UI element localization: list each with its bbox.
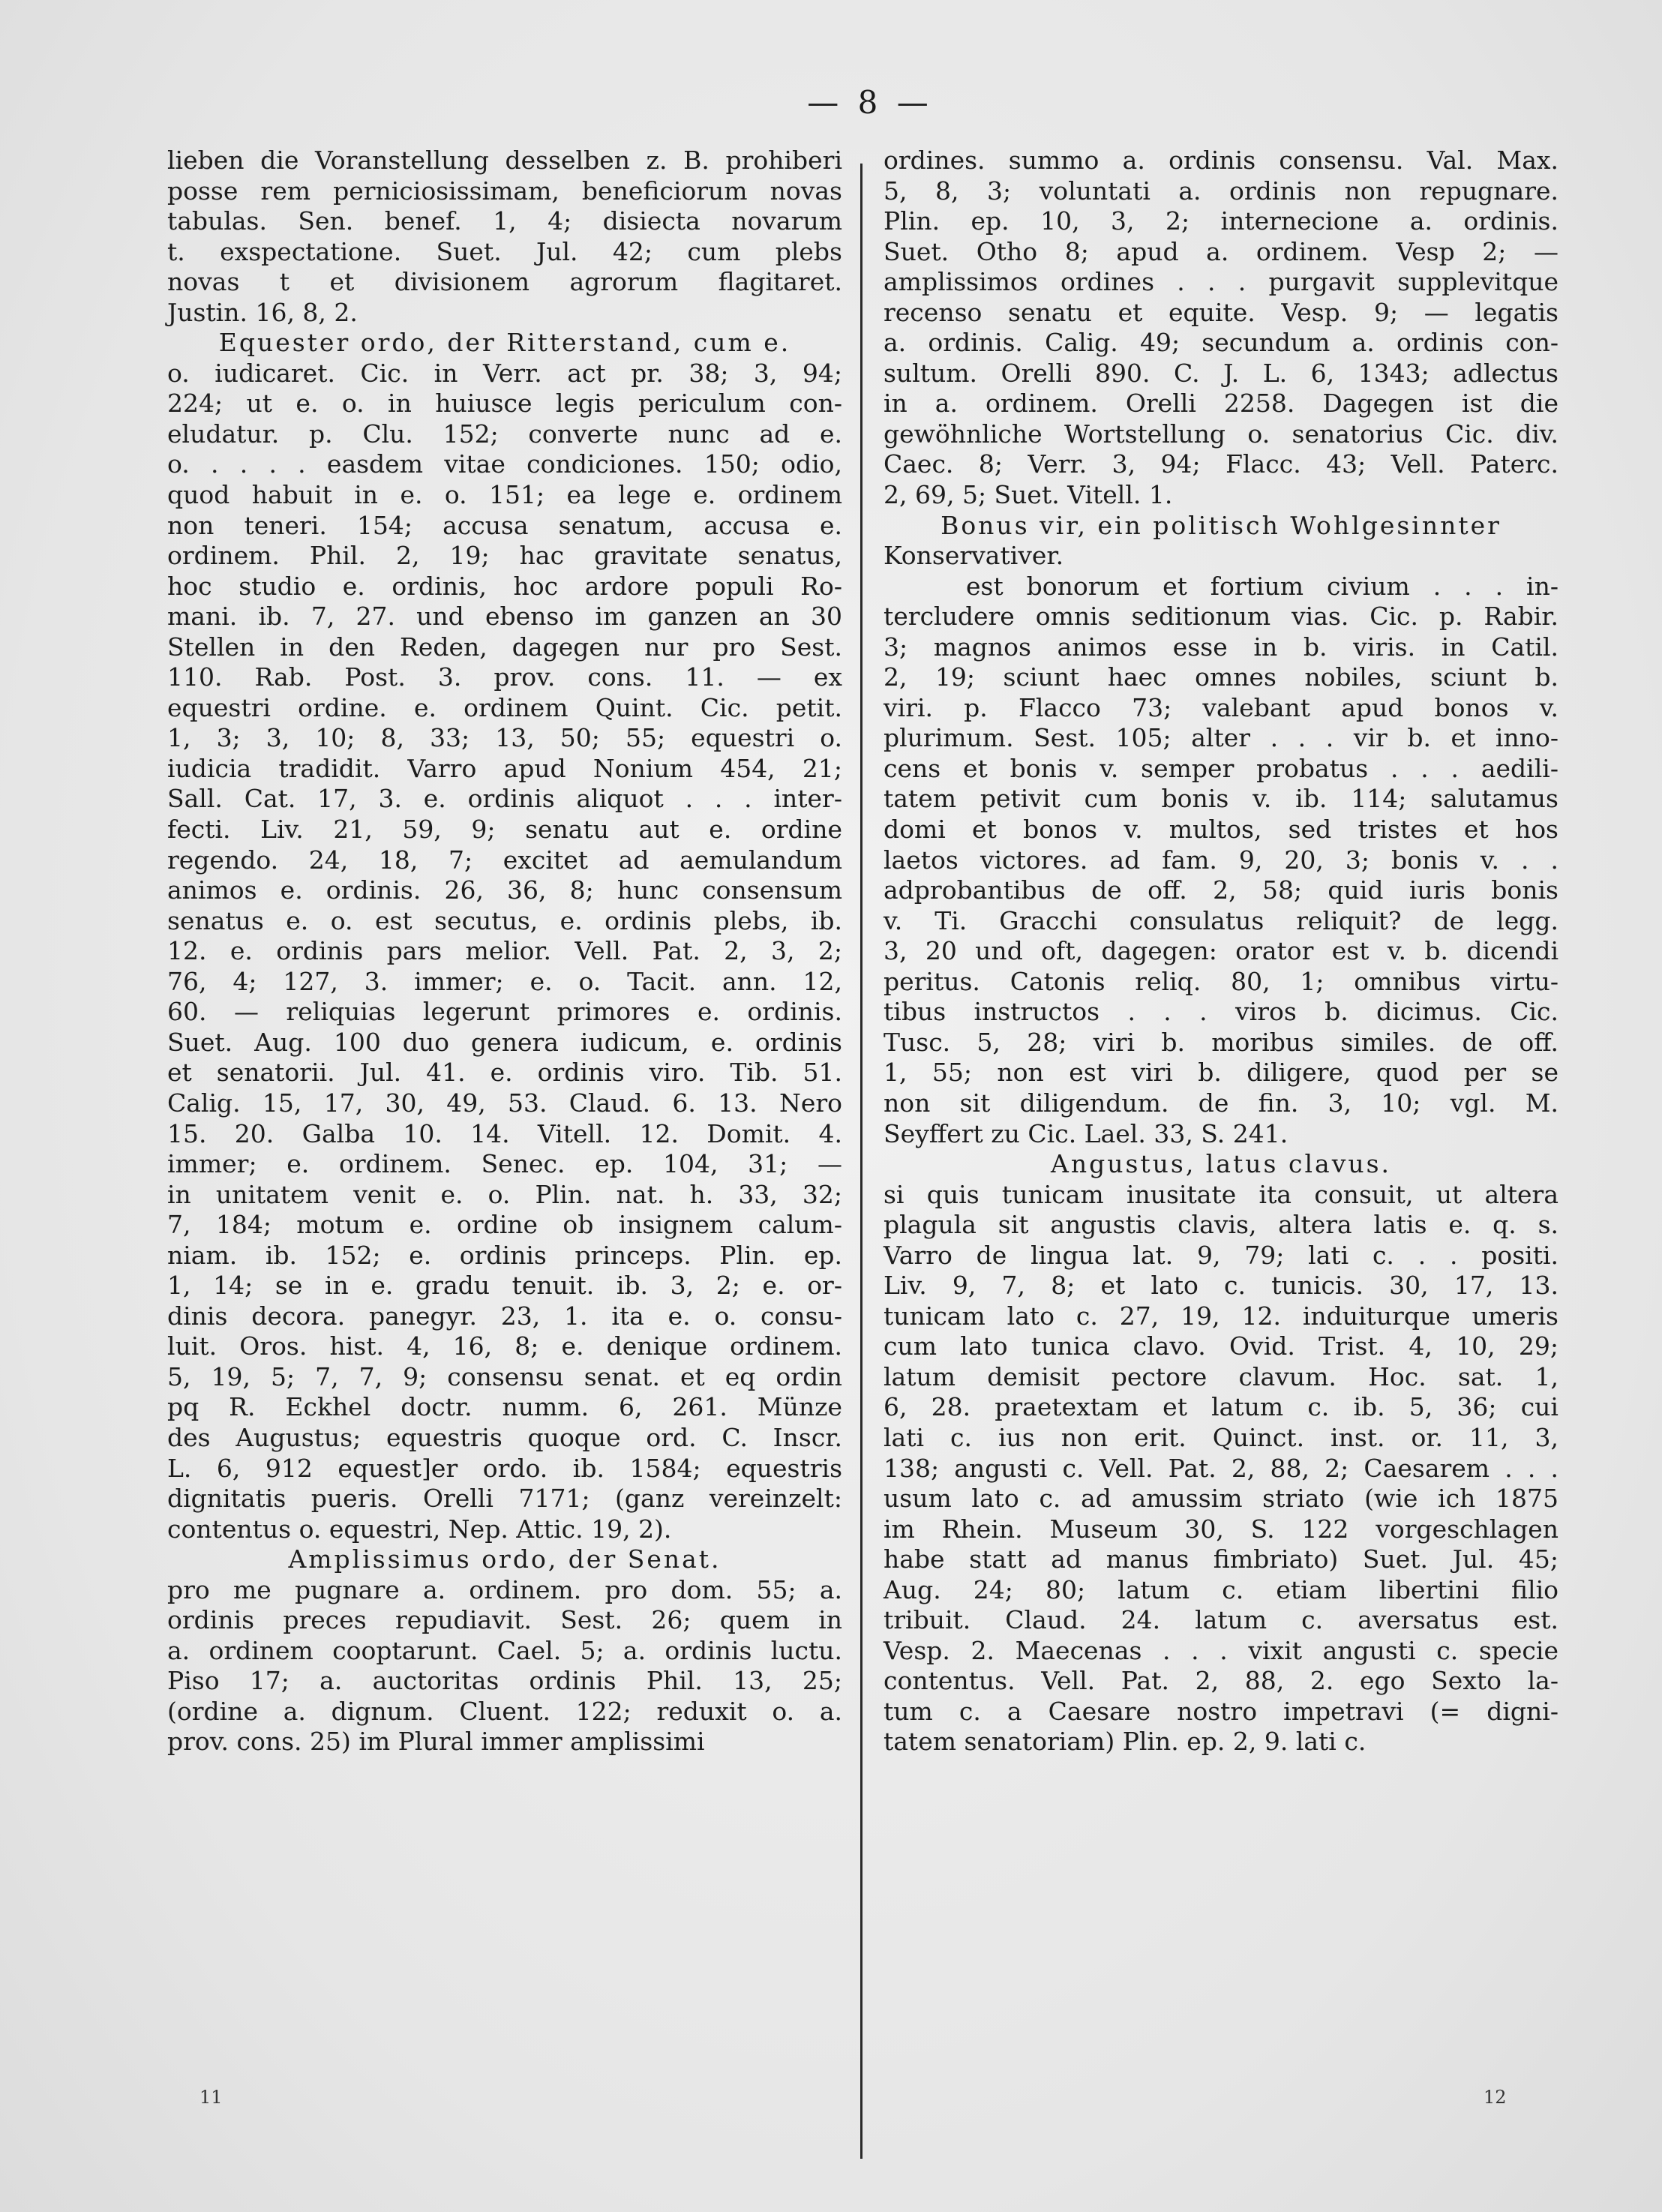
text-line: tibus instructos . . . viros b. dicimus. Cic. — [884, 997, 1558, 1027]
text-line: dignitatis pueris. Orelli 7171; (ganz vereinzelt: — [167, 1484, 842, 1514]
text-line: cum lato tunica clavo. Ovid. Trist. 4, 10, 29; — [884, 1331, 1558, 1361]
text-line: L. 6, 912 equest]er ordo. ib. 1584; equestris — [167, 1453, 842, 1483]
text-line: o. . . . . easdem vitae condiciones. 150; odio, — [167, 449, 842, 479]
text-line: quod habuit in e. o. 151; ea lege e. ordinem — [167, 480, 842, 510]
text-line: tribuit. Claud. 24. latum c. aversatus est. — [884, 1605, 1558, 1635]
text-line: equestri ordine. e. ordinem Quint. Cic. petit. — [167, 692, 842, 722]
text-line: lieben die Voranstellung desselben z. B. prohiberi — [167, 146, 842, 175]
text-line: 6, 28. praetextam et latum c. ib. 5, 36; cui — [884, 1392, 1558, 1422]
text-line: 1, 3; 3, 10; 8, 33; 13, 50; 55; equestri o. — [167, 723, 842, 753]
text-line: Calig. 15, 17, 30, 49, 53. Claud. 6. 13. Nero — [167, 1088, 842, 1118]
text-line: eludatur. p. Clu. 152; converte nunc ad e. — [167, 419, 842, 449]
text-line: tunicam lato c. 27, 19, 12. induiturque umeris — [884, 1301, 1558, 1331]
text-line: 7, 184; motum e. ordine ob insignem calum- — [167, 1210, 842, 1240]
text-line: usum lato c. ad amussim striato (wie ich 1875 — [884, 1484, 1558, 1514]
text-line: sultum. Orelli 890. C. J. L. 6, 1343; adlectus — [884, 358, 1558, 388]
text-line: 1, 14; se in e. gradu tenuit. ib. 3, 2; e. or- — [167, 1271, 842, 1301]
text-line: novas t et divisionem agrorum flagitaret. — [167, 267, 842, 297]
text-line: tatem petivit cum bonis v. ib. 114; salutamus — [884, 784, 1558, 814]
text-line: prov. cons. 25) im Plural immer amplissimi — [167, 1727, 705, 1757]
text-line: in unitatem venit e. o. Plin. nat. h. 33, 32; — [167, 1179, 842, 1209]
text-line: tabulas. Sen. benef. 1, 4; disiecta novarum — [167, 206, 842, 236]
text-line: Seyffert zu Cic. Lael. 33, S. 241. — [884, 1118, 1288, 1148]
text-line: 224; ut e. o. in huiusce legis periculum con- — [167, 389, 842, 419]
text-line: amplissimos ordines . . . purgavit supplevitque — [884, 267, 1558, 297]
text-line: Bonus vir, ein politisch Wohlgesinnter — [940, 510, 1502, 540]
text-line: 138; angusti c. Vell. Pat. 2, 88, 2; Caesarem . . . — [884, 1453, 1558, 1483]
text-line: animos e. ordinis. 26, 36, 8; hunc consensum — [167, 875, 842, 905]
text-line: habe statt ad manus fimbriato) Suet. Jul. 45; — [884, 1544, 1558, 1574]
text-line: tum c. a Caesare nostro impetravi (= digni- — [884, 1696, 1558, 1726]
page-number: — 8 — — [807, 84, 933, 121]
text-line: 3; magnos animos esse in b. viris. in Catil. — [884, 632, 1558, 662]
text-line: plurimum. Sest. 105; alter . . . vir b. et inno- — [884, 723, 1558, 753]
text-line: et senatorii. Jul. 41. e. ordinis viro. Tib. 51. — [167, 1058, 842, 1088]
text-line: 110. Rab. Post. 3. prov. cons. 11. — ex — [167, 662, 842, 692]
text-line: 5, 8, 3; voluntati a. ordinis non repugnare. — [884, 176, 1558, 206]
text-line: ordinem. Phil. 2, 19; hac gravitate senatus, — [167, 541, 842, 571]
signature-mark-left: 11 — [200, 2087, 223, 2108]
text-line: ordines. summo a. ordinis consensu. Val. Max. — [884, 146, 1558, 175]
text-line: immer; e. ordinem. Senec. ep. 104, 31; — — [167, 1149, 842, 1179]
text-line: 2, 69, 5; Suet. Vitell. 1. — [884, 480, 1173, 510]
text-line: recenso senatu et equite. Vesp. 9; — legatis — [884, 297, 1558, 327]
text-line: Suet. Otho 8; apud a. ordinem. Vesp 2; — — [884, 236, 1558, 266]
text-line: 1, 55; non est viri b. diligere, quod per se — [884, 1058, 1558, 1088]
text-line: lati c. ius non erit. Quinct. inst. or. 11, 3, — [884, 1422, 1558, 1452]
text-line: Piso 17; a. auctoritas ordinis Phil. 13, 25; — [167, 1666, 842, 1696]
text-line: senatus e. o. est secutus, e. ordinis plebs, ib. — [167, 905, 842, 935]
text-line: non sit diligendum. de fin. 3, 10; vgl. M. — [884, 1088, 1558, 1118]
text-line: est bonorum et fortium civium . . . in- — [966, 571, 1558, 601]
text-line: Plin. ep. 10, 3, 2; internecione a. ordinis. — [884, 206, 1558, 236]
text-line: Varro de lingua lat. 9, 79; lati c. . . positi. — [884, 1240, 1558, 1270]
text-line: Aug. 24; 80; latum c. etiam libertini filio — [884, 1574, 1558, 1604]
text-line: pq R. Eckhel doctr. numm. 6, 261. Münze — [167, 1392, 842, 1422]
text-line: im Rhein. Museum 30, S. 122 vorgeschlagen — [884, 1514, 1558, 1544]
text-line: Caec. 8; Verr. 3, 94; Flacc. 43; Vell. Paterc. — [884, 449, 1558, 479]
right-column — [884, 146, 1558, 1757]
text-line: 12. e. ordinis pars melior. Vell. Pat. 2, 3, 2; — [167, 936, 842, 966]
text-line: Stellen in den Reden, dagegen nur pro Sest. — [167, 632, 842, 662]
text-line: viri. p. Flacco 73; valebant apud bonos v. — [884, 692, 1558, 722]
text-line: plagula sit angustis clavis, altera latis e. q. s. — [884, 1210, 1558, 1240]
text-line: tercludere omnis seditionum vias. Cic. p. Rabir. — [884, 602, 1558, 632]
text-line: Angustus, latus clavus. — [1050, 1149, 1392, 1179]
text-line: tatem senatoriam) Plin. ep. 2, 9. lati c. — [884, 1727, 1366, 1757]
text-line: ordinis preces repudiavit. Sest. 26; quem in — [167, 1605, 842, 1635]
text-line: contentus o. equestri, Nep. Attic. 19, 2). — [167, 1514, 672, 1544]
text-line: 3, 20 und oft, dagegen: orator est v. b. dicendi — [884, 936, 1558, 966]
text-line: in a. ordinem. Orelli 2258. Dagegen ist die — [884, 389, 1558, 419]
text-line: pro me pugnare a. ordinem. pro dom. 55; a. — [167, 1574, 842, 1604]
signature-mark-right: 12 — [1484, 2087, 1507, 2108]
text-line: regendo. 24, 18, 7; excitet ad aemulandum — [167, 845, 842, 875]
text-line: 60. — reliquias legerunt primores e. ordinis. — [167, 997, 842, 1027]
text-line: iudicia tradidit. Varro apud Nonium 454, 21; — [167, 753, 842, 783]
column-divider — [860, 164, 862, 2159]
text-line: fecti. Liv. 21, 59, 9; senatu aut e. ordine — [167, 815, 842, 845]
text-line: des Augustus; equestris quoque ord. C. Inscr. — [167, 1422, 842, 1452]
text-line: Equester ordo, der Ritterstand, cum e. — [218, 328, 791, 358]
text-line: dinis decora. panegyr. 23, 1. ita e. o. consu- — [167, 1301, 842, 1331]
left-column — [167, 146, 842, 1757]
text-line: Sall. Cat. 17, 3. e. ordinis aliquot . . . inter- — [167, 784, 842, 814]
text-line: Amplissimus ordo, der Senat. — [288, 1544, 722, 1574]
text-line: hoc studio e. ordinis, hoc ardore populi Ro- — [167, 571, 842, 601]
text-line: Vesp. 2. Maecenas . . . vixit angusti c. specie — [884, 1635, 1558, 1665]
text-line: laetos victores. ad fam. 9, 20, 3; bonis v. . . — [884, 845, 1558, 875]
text-line: o. iudicaret. Cic. in Verr. act pr. 38; 3, 94; — [167, 358, 842, 388]
text-line: Justin. 16, 8, 2. — [167, 297, 358, 327]
text-line: 5, 19, 5; 7, 7, 9; consensu senat. et eq ordin — [167, 1361, 842, 1391]
text-line: 15. 20. Galba 10. 14. Vitell. 12. Domit. 4. — [167, 1118, 842, 1148]
text-line: luit. Oros. hist. 4, 16, 8; e. denique ordinem. — [167, 1331, 842, 1361]
text-line: Konservativer. — [884, 541, 1064, 571]
text-line: v. Ti. Gracchi consulatus reliquit? de legg. — [884, 905, 1558, 935]
text-line: gewöhnliche Wortstellung o. senatorius Cic. div. — [884, 419, 1558, 449]
text-line: t. exspectatione. Suet. Jul. 42; cum plebs — [167, 236, 842, 266]
text-line: cens et bonis v. semper probatus . . . aedili- — [884, 753, 1558, 783]
text-line: peritus. Catonis reliq. 80, 1; omnibus virtu- — [884, 966, 1558, 996]
text-line: a. ordinem cooptarunt. Cael. 5; a. ordinis luctu. — [167, 1635, 842, 1665]
text-line: Liv. 9, 7, 8; et lato c. tunicis. 30, 17, 13. — [884, 1271, 1558, 1301]
text-line: 76, 4; 127, 3. immer; e. o. Tacit. ann. 12, — [167, 966, 842, 996]
text-line: 2, 19; sciunt haec omnes nobiles, sciunt b. — [884, 662, 1558, 692]
text-line: posse rem perniciosissimam, beneficiorum novas — [167, 176, 842, 206]
text-line: contentus. Vell. Pat. 2, 88, 2. ego Sexto la- — [884, 1666, 1558, 1696]
text-line: Suet. Aug. 100 duo genera iudicum, e. ordinis — [167, 1027, 842, 1057]
text-line: non teneri. 154; accusa senatum, accusa e. — [167, 510, 842, 540]
text-line: niam. ib. 152; e. ordinis princeps. Plin. ep. — [167, 1240, 842, 1270]
text-line: si quis tunicam inusitate ita consuit, ut altera — [884, 1179, 1558, 1209]
text-line: (ordine a. dignum. Cluent. 122; reduxit o. a. — [167, 1696, 842, 1726]
text-line: domi et bonos v. multos, sed tristes et hos — [884, 815, 1558, 845]
text-line: adprobantibus de off. 2, 58; quid iuris bonis — [884, 875, 1558, 905]
text-line: mani. ib. 7, 27. und ebenso im ganzen an 30 — [167, 602, 842, 632]
text-line: a. ordinis. Calig. 49; secundum a. ordinis con- — [884, 328, 1558, 358]
text-line: Tusc. 5, 28; viri b. moribus similes. de off. — [884, 1027, 1558, 1057]
text-line: latum demisit pectore clavum. Hoc. sat. 1, — [884, 1361, 1558, 1391]
